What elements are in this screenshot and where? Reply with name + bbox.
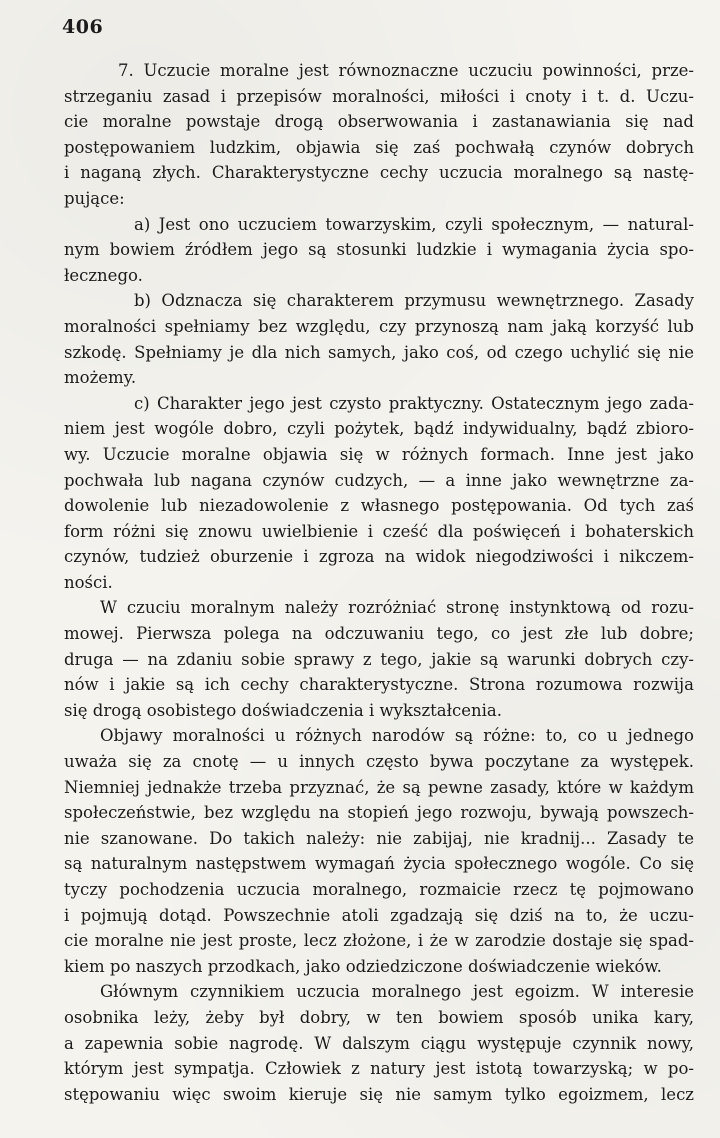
text-line: pujące: [64,188,125,208]
text-line: druga — na zdaniu sobie sprawy z tego, jakie są warunki dobrych czy- [64,649,694,669]
text-line: możemy. [64,368,137,388]
text-line: kiem po naszych przodkach, jako odziedziczone doświadczenie wieków. [64,956,662,976]
text-line: strzeganiu zasad i przepisów moralności, miłości i cnoty i t. d. Uczu- [64,86,694,106]
text-line: szkodę. Spełniamy je dla nich samych, jako coś, od czego uchylić się nie [64,342,694,362]
text-line: nym bowiem źródłem jego są stosunki ludzkie i wymagania życia spo- [64,240,694,260]
text-line: czynów, tudzież oburzenie i zgroza na widok niegodziwości i nikczem- [64,547,694,567]
text-line: Głównym czynnikiem uczucia moralnego jest egoizm. W interesie [100,982,694,1002]
text-line: form różni się znowu uwielbienie i cześć dla poświęceń i bohaterskich [64,521,694,541]
text-line: stępowaniu więc swoim kieruje się nie samym tylko egoizmem, lecz [64,1084,694,1104]
text-line: b) Odznacza się charakterem przymusu wewnętrznego. Zasady [134,291,694,311]
text-line: i naganą złych. Charakterystyczne cechy uczucia moralnego są nastę- [64,163,694,183]
text-line: a) Jest ono uczuciem towarzyskim, czyli społecznym, — natural- [134,214,694,234]
text-line: postępowaniem ludzkim, objawia się zaś pochwałą czynów dobrych [64,137,694,157]
text-line: którym jest sympatja. Człowiek z natury jest istotą towarzyską; w po- [64,1059,694,1079]
text-line: a zapewnia sobie nagrodę. W dalszym ciągu występuje czynnik nowy, [64,1033,694,1053]
text-line: moralności spełniamy bez względu, czy przynoszą nam jaką korzyść lub [64,316,694,336]
text-line: pochwała lub nagana czynów cudzych, — a inne jako wewnętrzne za- [64,470,694,490]
text-line: cie moralne powstaje drogą obserwowania i zastanawiania się nad [64,112,694,132]
text-line: nie szanowane. Do takich należy: nie zabijaj, nie kradnij... Zasady te [64,828,694,848]
text-line: niem jest wogóle dobro, czyli pożytek, bądź indywidualny, bądź zbioro- [64,419,694,439]
text-line: łecznego. [64,265,143,285]
text-line: się drogą osobistego doświadczenia i wykształcenia. [64,700,502,720]
text-line: tyczy pochodzenia uczucia moralnego, rozmaicie rzecz tę pojmowano [64,880,694,899]
text-line: 7. Uczucie moralne jest równoznaczne uczuciu powinności, prze- [118,61,694,80]
text-line: wy. Uczucie moralne objawia się w różnych formach. Inne jest jako [64,444,694,464]
text-line: Objawy moralności u różnych narodów są różne: to, co u jednego [100,726,694,746]
text-line: dowolenie lub niezadowolenie z własnego postępowania. Od tych zaś [64,496,694,516]
text-line: ności. [64,572,113,592]
text-line: W czuciu moralnym należy rozróżniać stronę instynktową od rozu- [100,598,694,618]
text-line: społeczeństwie, bez względu na stopień jego rozwoju, bywają powszech- [64,803,694,823]
text-line: Niemniej jednakże trzeba przyznać, że są pewne zasady, które w każdym [64,777,694,797]
text-line: osobnika leży, żeby był dobry, w ten bowiem sposób unika kary, [64,1007,694,1027]
text-line: cie moralne nie jest proste, lecz złożone, i że w zarodzie dostaje się spad- [64,931,694,951]
text-line: nów i jakie są ich cechy charakterystyczne. Strona rozumowa rozwija [64,675,694,695]
text-line: są naturalnym następstwem wymagań życia społecznego wogóle. Co się [64,854,694,874]
page-number: 406 [62,16,104,38]
text-line: mowej. Pierwsza polega na odczuwaniu tego, co jest złe lub dobre; [64,624,694,644]
text-line: i pojmują dotąd. Powszechnie atoli zgadzają się dziś na to, że uczu- [64,905,694,925]
text-line: c) Charakter jego jest czysto praktyczny. Ostatecznym jego zada- [134,393,694,413]
text-line: uważa się za cnotę — u innych często bywa poczytane za występek. [64,752,694,772]
body-text [64,58,694,1107]
